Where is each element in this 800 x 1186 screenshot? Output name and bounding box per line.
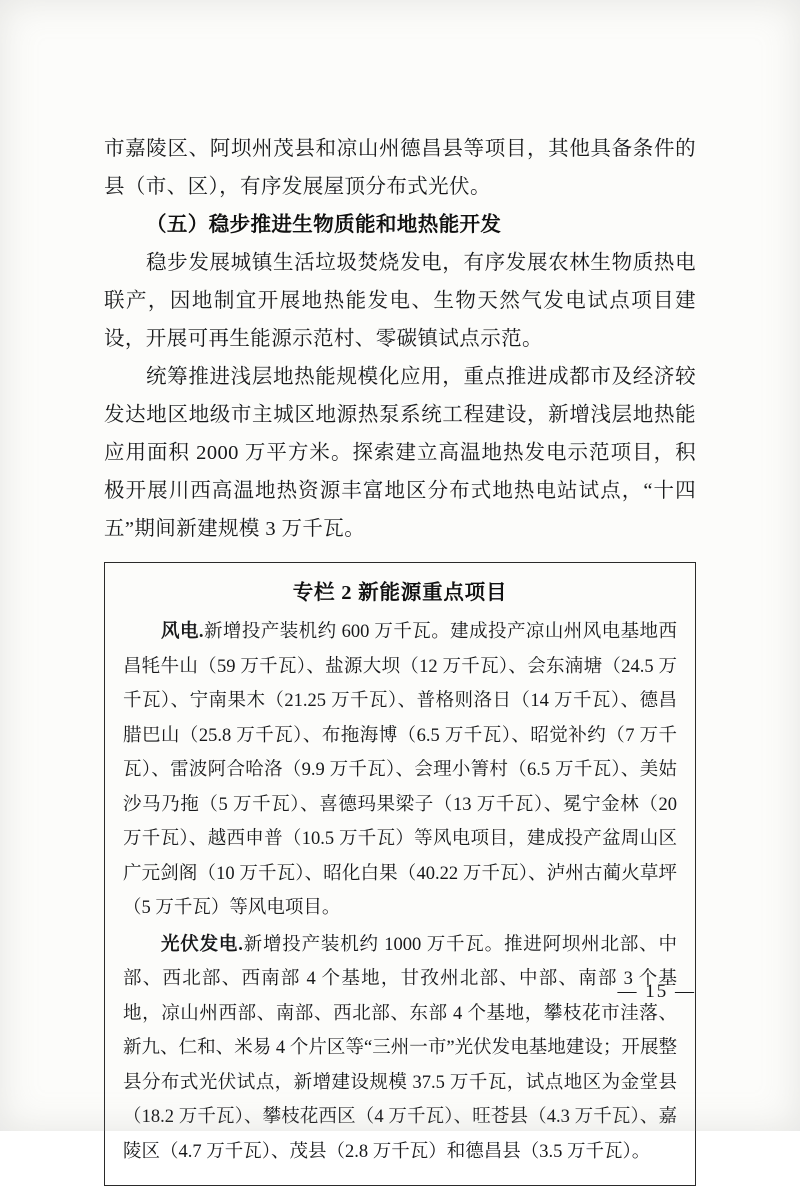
- callout-item-wind: [123, 615, 677, 926]
- paragraph-continuation: 市嘉陵区、阿坝州茂县和凉山州德昌县等项目，其他具备条件的县（市、区），有序发展屋顶分布式光伏。: [104, 138, 696, 198]
- document-body: [104, 130, 696, 1186]
- callout-box-column2: [104, 562, 696, 1186]
- callout-box-title: 专栏 2 新能源重点项目: [292, 582, 508, 604]
- callout-item-solar-text: 新增投产装机约 1000 万千瓦。推进阿坝州北部、中部、西北部、西南部 4 个基地，甘孜州北部、中部、南部 3 个基地，凉山州西部、南部、西北部、东部 4 个基地，攀枝花市洼落、新九、仁和、米易 4 个片区等“三州一市”光伏发电基地建设；开展整县分布式光伏试点，新增建设规模 37.5 万千瓦，试点地区为金堂县（18.2 万千瓦）、攀枝花西区（4 万千瓦）、旺苍县（4.3 万千瓦）、嘉陵区（4.7 万千瓦）、茂县（2.8 万千瓦）和德昌县（3.5 万千瓦）。: [123, 934, 677, 1162]
- callout-item-wind-text: 新增投产装机约 600 万千瓦。建成投产凉山州风电基地西昌牦牛山（59 万千瓦）、盐源大坝（12 万千瓦）、会东湳塘（24.5 万千瓦）、宁南果木（21.25 万千瓦）、普格则洛日（14 万千瓦）、德昌腊巴山（25.8 万千瓦）、布拖海博（6.5 万千瓦）、昭觉补约（7 万千瓦）、雷波阿合哈洛（9.9 万千瓦）、会理小箐村（6.5 万千瓦）、美姑沙马乃拖（5 万千瓦）、喜德玛果梁子（13 万千瓦）、冕宁金林（20 万千瓦）、越西申普（10.5 万千瓦）等风电项目，建成投产盆周山区广元剑阁（10 万千瓦）、昭化白果（40.22 万千瓦）、泸州古蔺火草坪（5 万千瓦）等风电项目。: [123, 622, 677, 918]
- callout-item-solar: [123, 928, 677, 1170]
- section-heading-five: （五）稳步推进生物质能和地热能开发: [146, 214, 502, 236]
- callout-item-solar-label: 光伏发电.: [161, 934, 243, 955]
- page-number: — 15 —: [617, 981, 696, 1002]
- callout-item-wind-label: 风电.: [161, 622, 204, 642]
- paragraph-biomass: 稳步发展城镇生活垃圾焚烧发电，有序发展农林生物质热电联产，因地制宜开展地热能发电、生物天然气发电试点项目建设，开展可再生能源示范村、零碳镇试点示范。: [104, 252, 696, 350]
- paragraph-geothermal: 统筹推进浅层地热能规模化应用，重点推进成都市及经济较发达地区地级市主城区地源热泵系统工程建设，新增浅层地热能应用面积 2000 万平方米。探索建立高温地热发电示范项目，积极开展川西高温地热资源丰富地区分布式地热电站试点，“十四五”期间新建规模 3 万千瓦。: [104, 366, 696, 540]
